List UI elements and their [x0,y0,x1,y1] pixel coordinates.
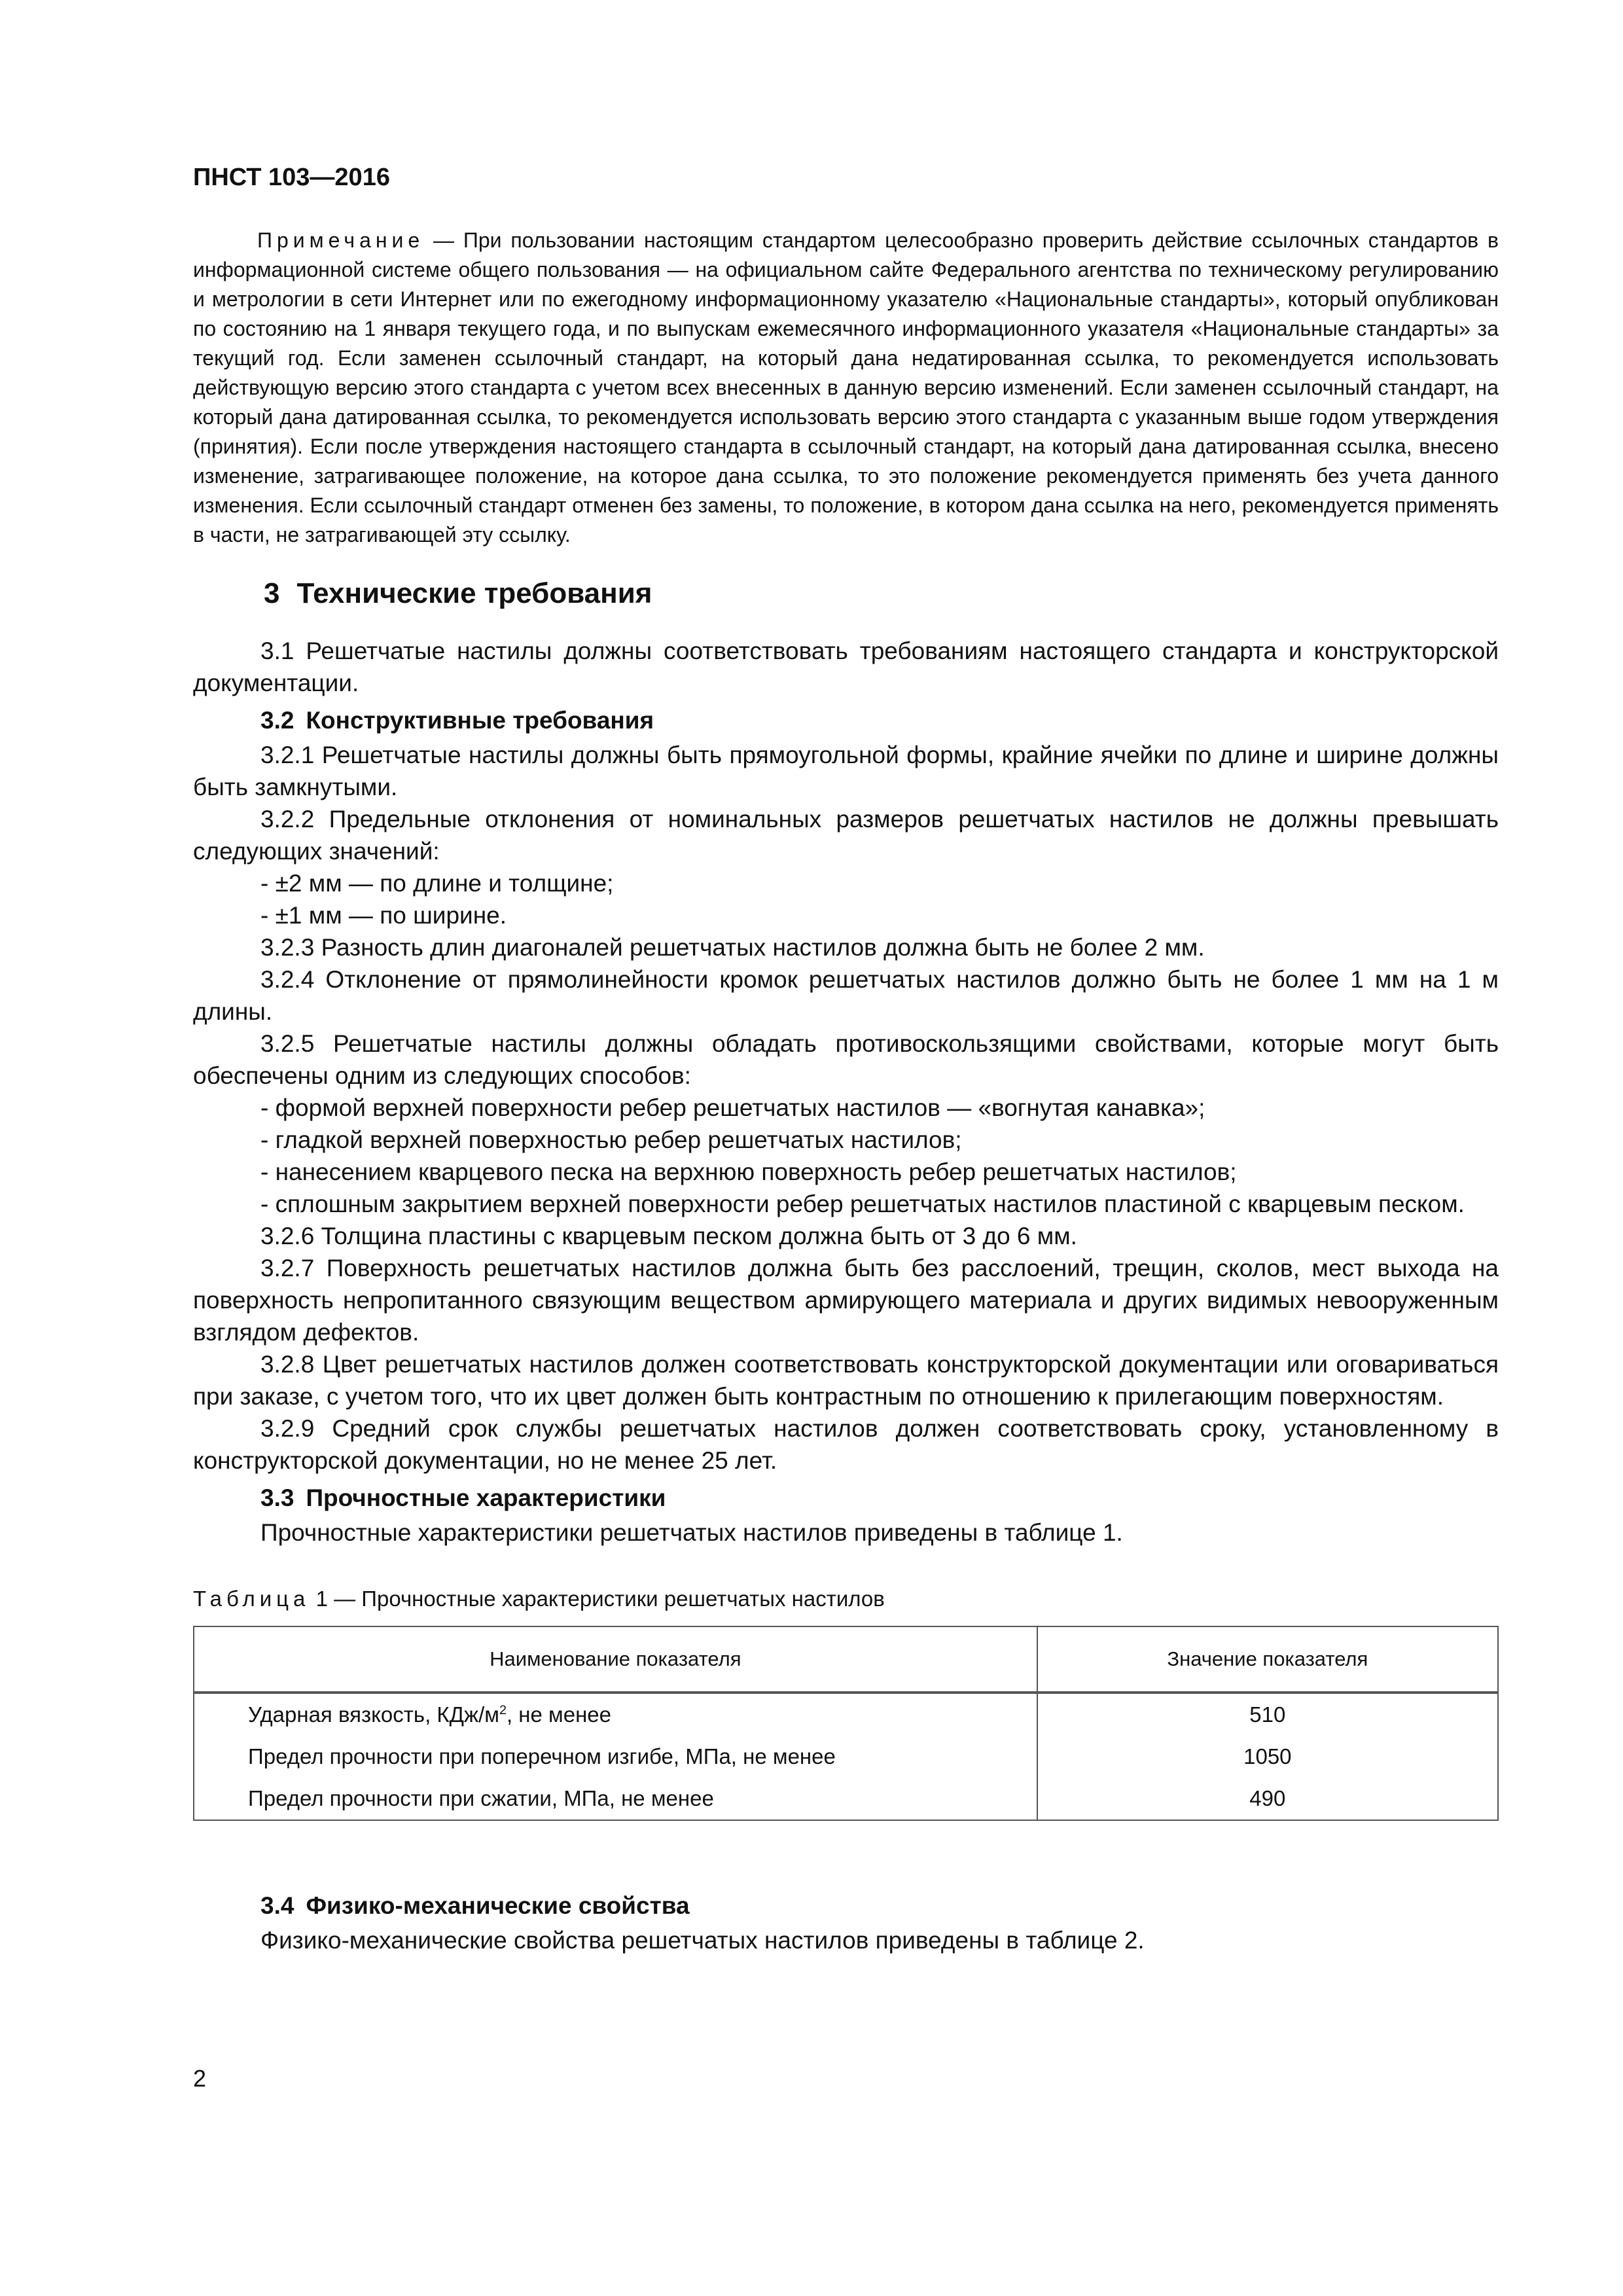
paragraph-3-3: Прочностные характеристики решетчатых настилов приведены в таблице 1. [260,1519,1123,1546]
paragraph-3-2-9: 3.2.9 Средний срок службы решетчатых настилов должен соответствовать сроку, установленному в конструкторской документации, но не менее 25 лет. [193,1415,1499,1474]
subsection-3-3-heading [260,1482,1499,1514]
tolerance-length-thickness: - ±2 мм — по длине и толщине; [260,870,614,897]
table-row [194,1736,1498,1778]
subsection-3-4-title: Физико-механические свойства [306,1892,690,1919]
paragraph-3-2-8: 3.2.8 Цвет решетчатых настилов должен соответствовать конструкторской документации или оговариваться при заказе, с учетом того, что их цвет должен быть контрастным по отношению к прилегающим поверхностям. [193,1351,1499,1410]
paragraph-3-2-2: 3.2.2 Предельные отклонения от номинальных размеров решетчатых настилов не должны превышать следующих значений: [193,806,1499,865]
row-compressive-strength-value: 490 [1037,1778,1498,1820]
impact-strength-unit-exponent: 2 [499,1703,507,1717]
antislip-method-3: - нанесением кварцевого песка на верхнюю поверхность ребер решетчатых настилов; [260,1158,1237,1185]
note-text: — При пользовании настоящим стандартом целесообразно проверить действие ссылочных стандартов в информационной системе общего пользования — на официальном сайте Федерального агентства по техническому регулированию и метрологии в сети Интернет или по ежегодному информационному указателю «Национальные стандарты», который опубликован по состоянию на 1 января текущего года, и по выпускам ежемесячного информационного указателя «Национальные стандарты» за текущий год. Если заменен ссылочный стандарт, на который дана недатированная ссылка, то рекомендуется использовать действующую версию этого стандарта с учетом всех внесенных в данную версию изменений. Если заменен ссылочный стандарт, на который дана датированная ссылка, то рекомендуется использовать версию этого стандарта с указанным выше годом утверждения (принятия). Если после утверждения настоящего стандарта в ссылочный стандарт, на который дана датированная ссылка, внесено изменение, затрагивающее положение, на которое дана ссылка, то это положение рекомендуется применять без учета данного изменения. Если ссылочный стандарт отменен без замены, то положение, в котором дана ссылка на него, рекомендуется применять в части, не затрагивающей эту ссылку. [193,228,1499,547]
paragraph-3-1: 3.1 Решетчатые настилы должны соответствовать требованиям настоящего стандарта и конструкторской документации. [193,637,1499,696]
antislip-method-1: - формой верхней поверхности ребер решетчатых настилов — «вогнутая канавка»; [260,1094,1205,1121]
subsection-3-3-title: Прочностные характеристики [306,1484,666,1511]
page-number: 2 [193,2065,207,2092]
page-content [193,226,1499,1956]
antislip-method-4: - сплошным закрытием верхней поверхности ребер решетчатых настилов пластиной с кварцевым песком. [260,1191,1465,1217]
paragraph-3-2-6: 3.2.6 Толщина пластины с кварцевым песком должна быть от 3 до 6 мм. [260,1223,1077,1249]
column-header-name: Наименование показателя [194,1626,1037,1693]
row-compressive-strength-name: Предел прочности при сжатии, МПа, не менее [194,1778,1037,1820]
impact-strength-label-suffix: , не менее [506,1702,612,1727]
subsection-3-2-heading [260,704,1499,736]
subsection-3-2-number: 3.2 [260,707,294,734]
paragraph-3-2-5: 3.2.5 Решетчатые настилы должны обладать противоскользящими свойствами, которые могут быть обеспечены одним из следующих способов: [193,1030,1499,1089]
antislip-method-2: - гладкой верхней поверхностью ребер решетчатых настилов; [260,1126,962,1153]
table-caption-label: Таблица [193,1587,310,1611]
section-3-heading [264,577,1499,610]
note-label: Примечание [257,228,425,252]
table-caption-text: — Прочностные характеристики решетчатых настилов [327,1587,885,1611]
paragraph-3-2-7: 3.2.7 Поверхность решетчатых настилов должна быть без расслоений, трещин, сколов, мест выхода на поверхность непропитанного связующим веществом армирующего материала и других видимых невооруженным взглядом дефектов. [193,1255,1499,1346]
row-impact-strength-name [194,1693,1037,1736]
reference-note [193,226,1499,550]
strength-characteristics-table [193,1626,1499,1821]
section-3-number: 3 [264,577,280,609]
section-3-title: Технические требования [296,577,652,609]
row-bending-strength-value: 1050 [1037,1736,1498,1778]
paragraph-3-2-1: 3.2.1 Решетчатые настилы должны быть прямоугольной формы, крайние ячейки по длине и ширине должны быть замкнутыми. [193,742,1499,800]
table-header-row [194,1626,1498,1693]
table-caption-number: 1 [315,1587,328,1611]
row-impact-strength-value: 510 [1037,1693,1498,1736]
table-1-caption [193,1587,1499,1611]
subsection-3-4-number: 3.4 [260,1892,294,1919]
subsection-3-3-number: 3.3 [260,1484,294,1511]
column-header-value: Значение показателя [1037,1626,1498,1693]
paragraph-3-2-3: 3.2.3 Разность длин диагоналей решетчатых настилов должна быть не более 2 мм. [260,934,1205,961]
document-code-header: ПНСТ 103—2016 [193,164,390,191]
paragraph-3-4: Физико-механические свойства решетчатых настилов приведены в таблице 2. [260,1927,1145,1954]
tolerance-width: - ±1 мм — по ширине. [260,902,507,929]
impact-strength-label: Ударная вязкость, КДж/м [248,1702,499,1727]
table-row [194,1693,1498,1736]
subsection-3-4-heading [260,1890,1499,1922]
table-row [194,1778,1498,1820]
paragraph-3-2-4: 3.2.4 Отклонение от прямолинейности кромок решетчатых настилов должно быть не более 1 мм на 1 м длины. [193,966,1499,1025]
subsection-3-2-title: Конструктивные требования [306,707,654,734]
row-bending-strength-name: Предел прочности при поперечном изгибе, МПа, не менее [194,1736,1037,1778]
